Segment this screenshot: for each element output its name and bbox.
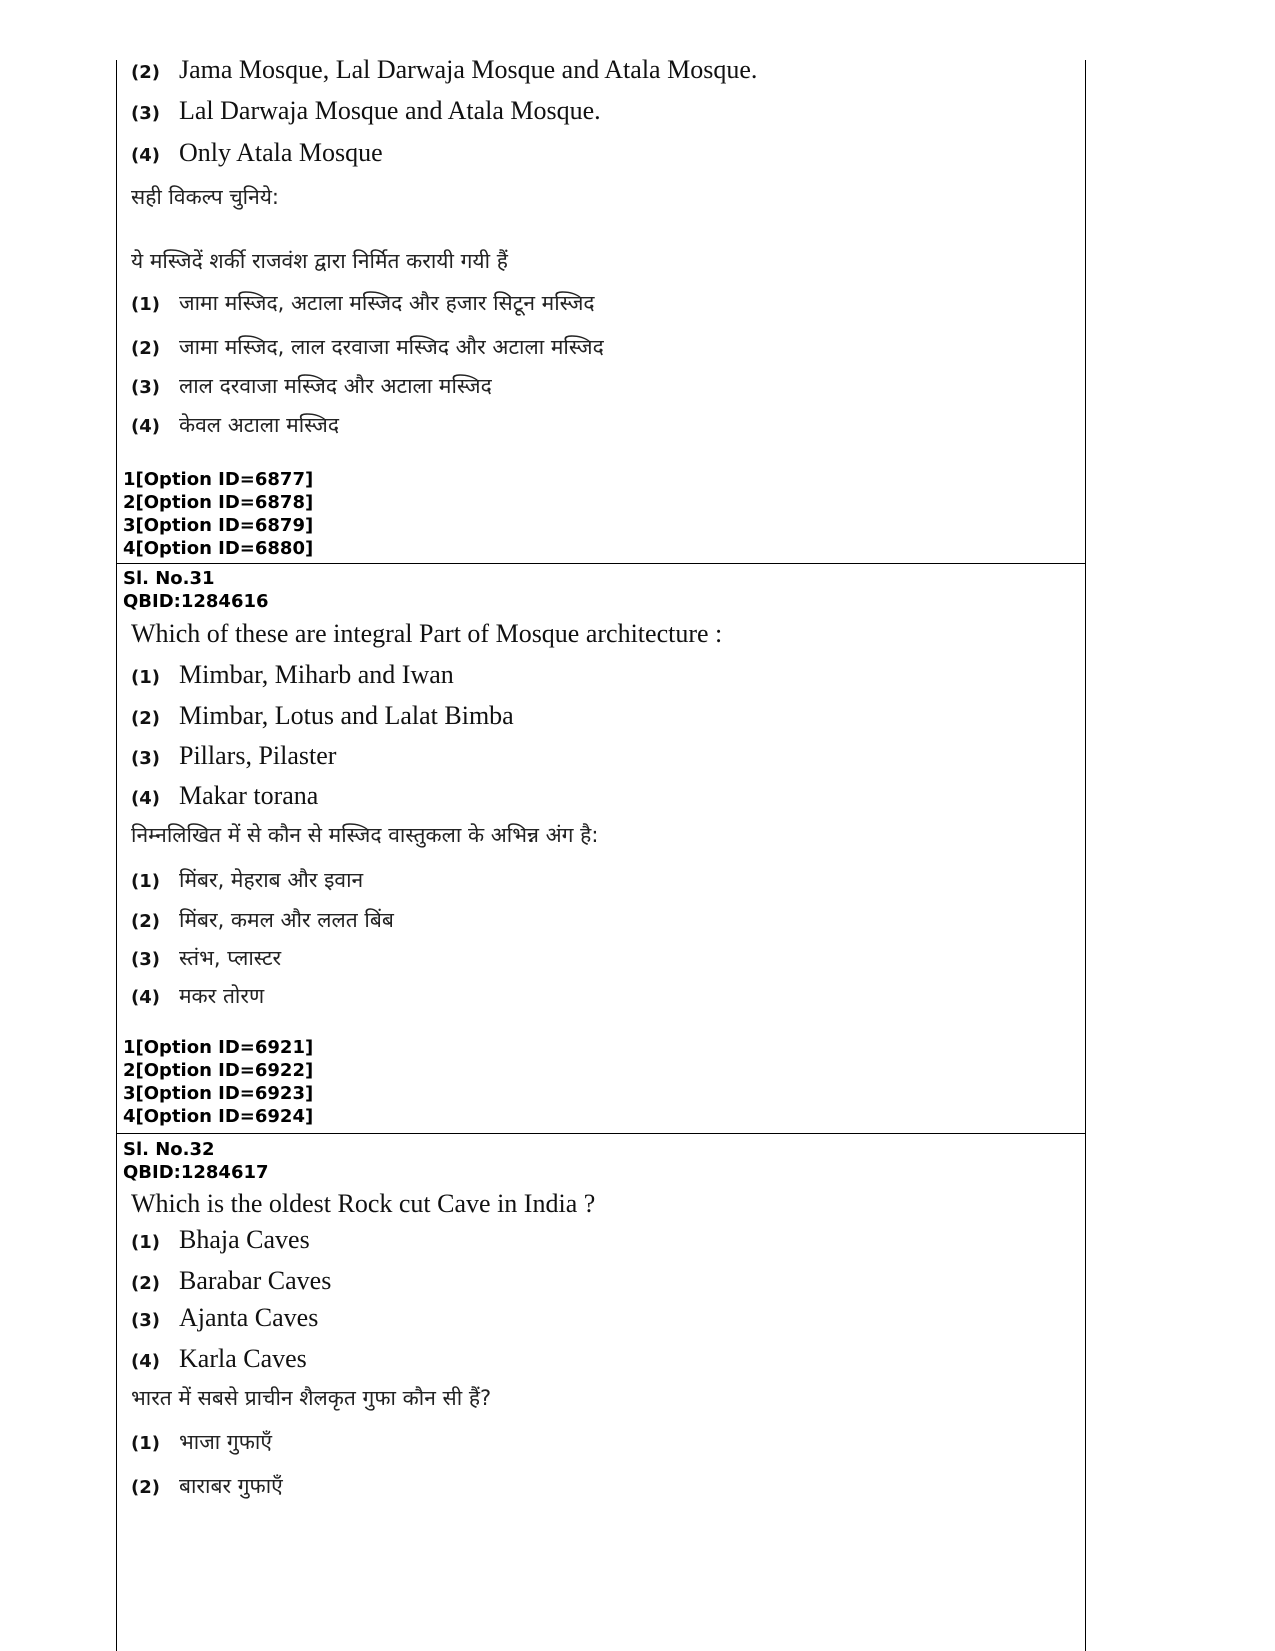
q31-en-option-3: [131, 741, 336, 774]
option-text: Mimbar, Lotus and Lalat Bimba: [179, 701, 514, 730]
q30-hi-option-4: [131, 411, 339, 441]
option-text: बाराबर गुफाएँ: [179, 1474, 283, 1498]
option-number: (4): [131, 788, 160, 809]
option-number: (3): [131, 103, 160, 124]
option-text: Only Atala Mosque: [179, 138, 383, 167]
option-text: Barabar Caves: [179, 1266, 332, 1295]
q31-hi-option-3: [131, 944, 281, 974]
option-number: (1): [131, 1433, 160, 1454]
q31-en-option-2: [131, 701, 514, 734]
option-text: मकर तोरण: [179, 984, 265, 1008]
option-text: Pillars, Pilaster: [179, 741, 337, 770]
option-number: (1): [131, 1232, 160, 1253]
option-number: (2): [131, 62, 160, 83]
q31-hi-option-1: [131, 866, 363, 896]
q32-hi-question: भारत में सबसे प्राचीन शैलकृत गुफा कौन सी हैं?: [131, 1386, 492, 1410]
question-table: [116, 55, 1086, 1651]
option-text: भाजा गुफाएँ: [179, 1430, 272, 1454]
q30-hi-option-1: [131, 289, 595, 319]
option-text: केवल अटाला मस्जिद: [179, 413, 340, 437]
option-number: (2): [131, 911, 160, 932]
q31-en-option-4: [131, 781, 318, 814]
q30-option-id-4: 4[Option ID=6880]: [123, 538, 314, 559]
option-text: Mimbar, Miharb and Iwan: [179, 660, 454, 689]
q31-option-id-2: 2[Option ID=6922]: [123, 1060, 314, 1081]
q31-option-id-4: 4[Option ID=6924]: [123, 1106, 314, 1127]
q31-option-id-1: 1[Option ID=6921]: [123, 1037, 314, 1058]
q31-hi-option-2: [131, 906, 394, 936]
option-text: जामा मस्जिद, लाल दरवाजा मस्जिद और अटाला मस्जिद: [179, 335, 604, 359]
option-text: Makar torana: [179, 781, 319, 810]
q32-en-question: Which is the oldest Rock cut Cave in India ?: [131, 1189, 596, 1218]
q30-en-option-3: [131, 96, 601, 129]
q30-option-id-3: 3[Option ID=6879]: [123, 515, 314, 536]
q32-qbid: QBID:1284617: [123, 1162, 269, 1183]
q30-en-option-2: [131, 55, 757, 88]
option-number: (2): [131, 708, 160, 729]
q32-en-option-3: [131, 1303, 318, 1336]
q32-en-option-2: [131, 1266, 331, 1299]
q30-hi-instruction: सही विकल्प चुनिये:: [131, 185, 280, 209]
option-text: Bhaja Caves: [179, 1225, 310, 1254]
row-divider: [117, 563, 1085, 564]
option-number: (3): [131, 377, 160, 398]
option-text: मिंबर, मेहराब और इवान: [179, 868, 364, 892]
option-text: लाल दरवाजा मस्जिद और अटाला मस्जिद: [179, 374, 492, 398]
option-number: (2): [131, 1273, 160, 1294]
q32-en-option-4: [131, 1344, 307, 1377]
option-number: (4): [131, 1351, 160, 1372]
q30-option-id-1: 1[Option ID=6877]: [123, 469, 314, 490]
option-text: जामा मस्जिद, अटाला मस्जिद और हजार सिटून मस्जिद: [179, 291, 595, 315]
q31-sl-no: Sl. No.31: [123, 568, 215, 589]
q31-hi-question: निम्नलिखित में से कौन से मस्जिद वास्तुकला के अभिन्न अंग है:: [131, 823, 599, 847]
option-text: Jama Mosque, Lal Darwaja Mosque and Atala Mosque.: [179, 55, 758, 84]
option-number: (1): [131, 871, 160, 892]
option-number: (4): [131, 145, 160, 166]
q31-en-option-1: [131, 660, 454, 693]
option-number: (1): [131, 294, 160, 315]
option-text: मिंबर, कमल और ललत बिंब: [179, 908, 394, 932]
q30-en-option-4: [131, 138, 383, 171]
q32-en-option-1: [131, 1225, 310, 1258]
q32-sl-no: Sl. No.32: [123, 1139, 215, 1160]
option-number: (4): [131, 416, 160, 437]
q30-option-id-2: 2[Option ID=6878]: [123, 492, 314, 513]
q31-option-id-3: 3[Option ID=6923]: [123, 1083, 314, 1104]
option-number: (1): [131, 667, 160, 688]
q31-qbid: QBID:1284616: [123, 591, 269, 612]
q32-hi-option-1: [131, 1428, 272, 1458]
option-text: Lal Darwaja Mosque and Atala Mosque.: [179, 96, 601, 125]
q30-hi-option-2: [131, 333, 604, 363]
q30-hi-question: ये मस्जिदें शर्की राजवंश द्वारा निर्मित करायी गयी हैं: [131, 249, 508, 273]
option-number: (4): [131, 987, 160, 1008]
option-number: (3): [131, 1310, 160, 1331]
option-number: (3): [131, 748, 160, 769]
option-text: Ajanta Caves: [179, 1303, 319, 1332]
option-text: Karla Caves: [179, 1344, 307, 1373]
q31-hi-option-4: [131, 982, 264, 1012]
q30-hi-option-3: [131, 372, 492, 402]
row-divider: [117, 1133, 1085, 1134]
option-number: (2): [131, 338, 160, 359]
q32-hi-option-2: [131, 1472, 283, 1502]
option-number: (2): [131, 1477, 160, 1498]
option-number: (3): [131, 949, 160, 970]
q31-en-question: Which of these are integral Part of Mosque architecture :: [131, 619, 723, 648]
option-text: स्तंभ, प्लास्टर: [179, 946, 282, 970]
